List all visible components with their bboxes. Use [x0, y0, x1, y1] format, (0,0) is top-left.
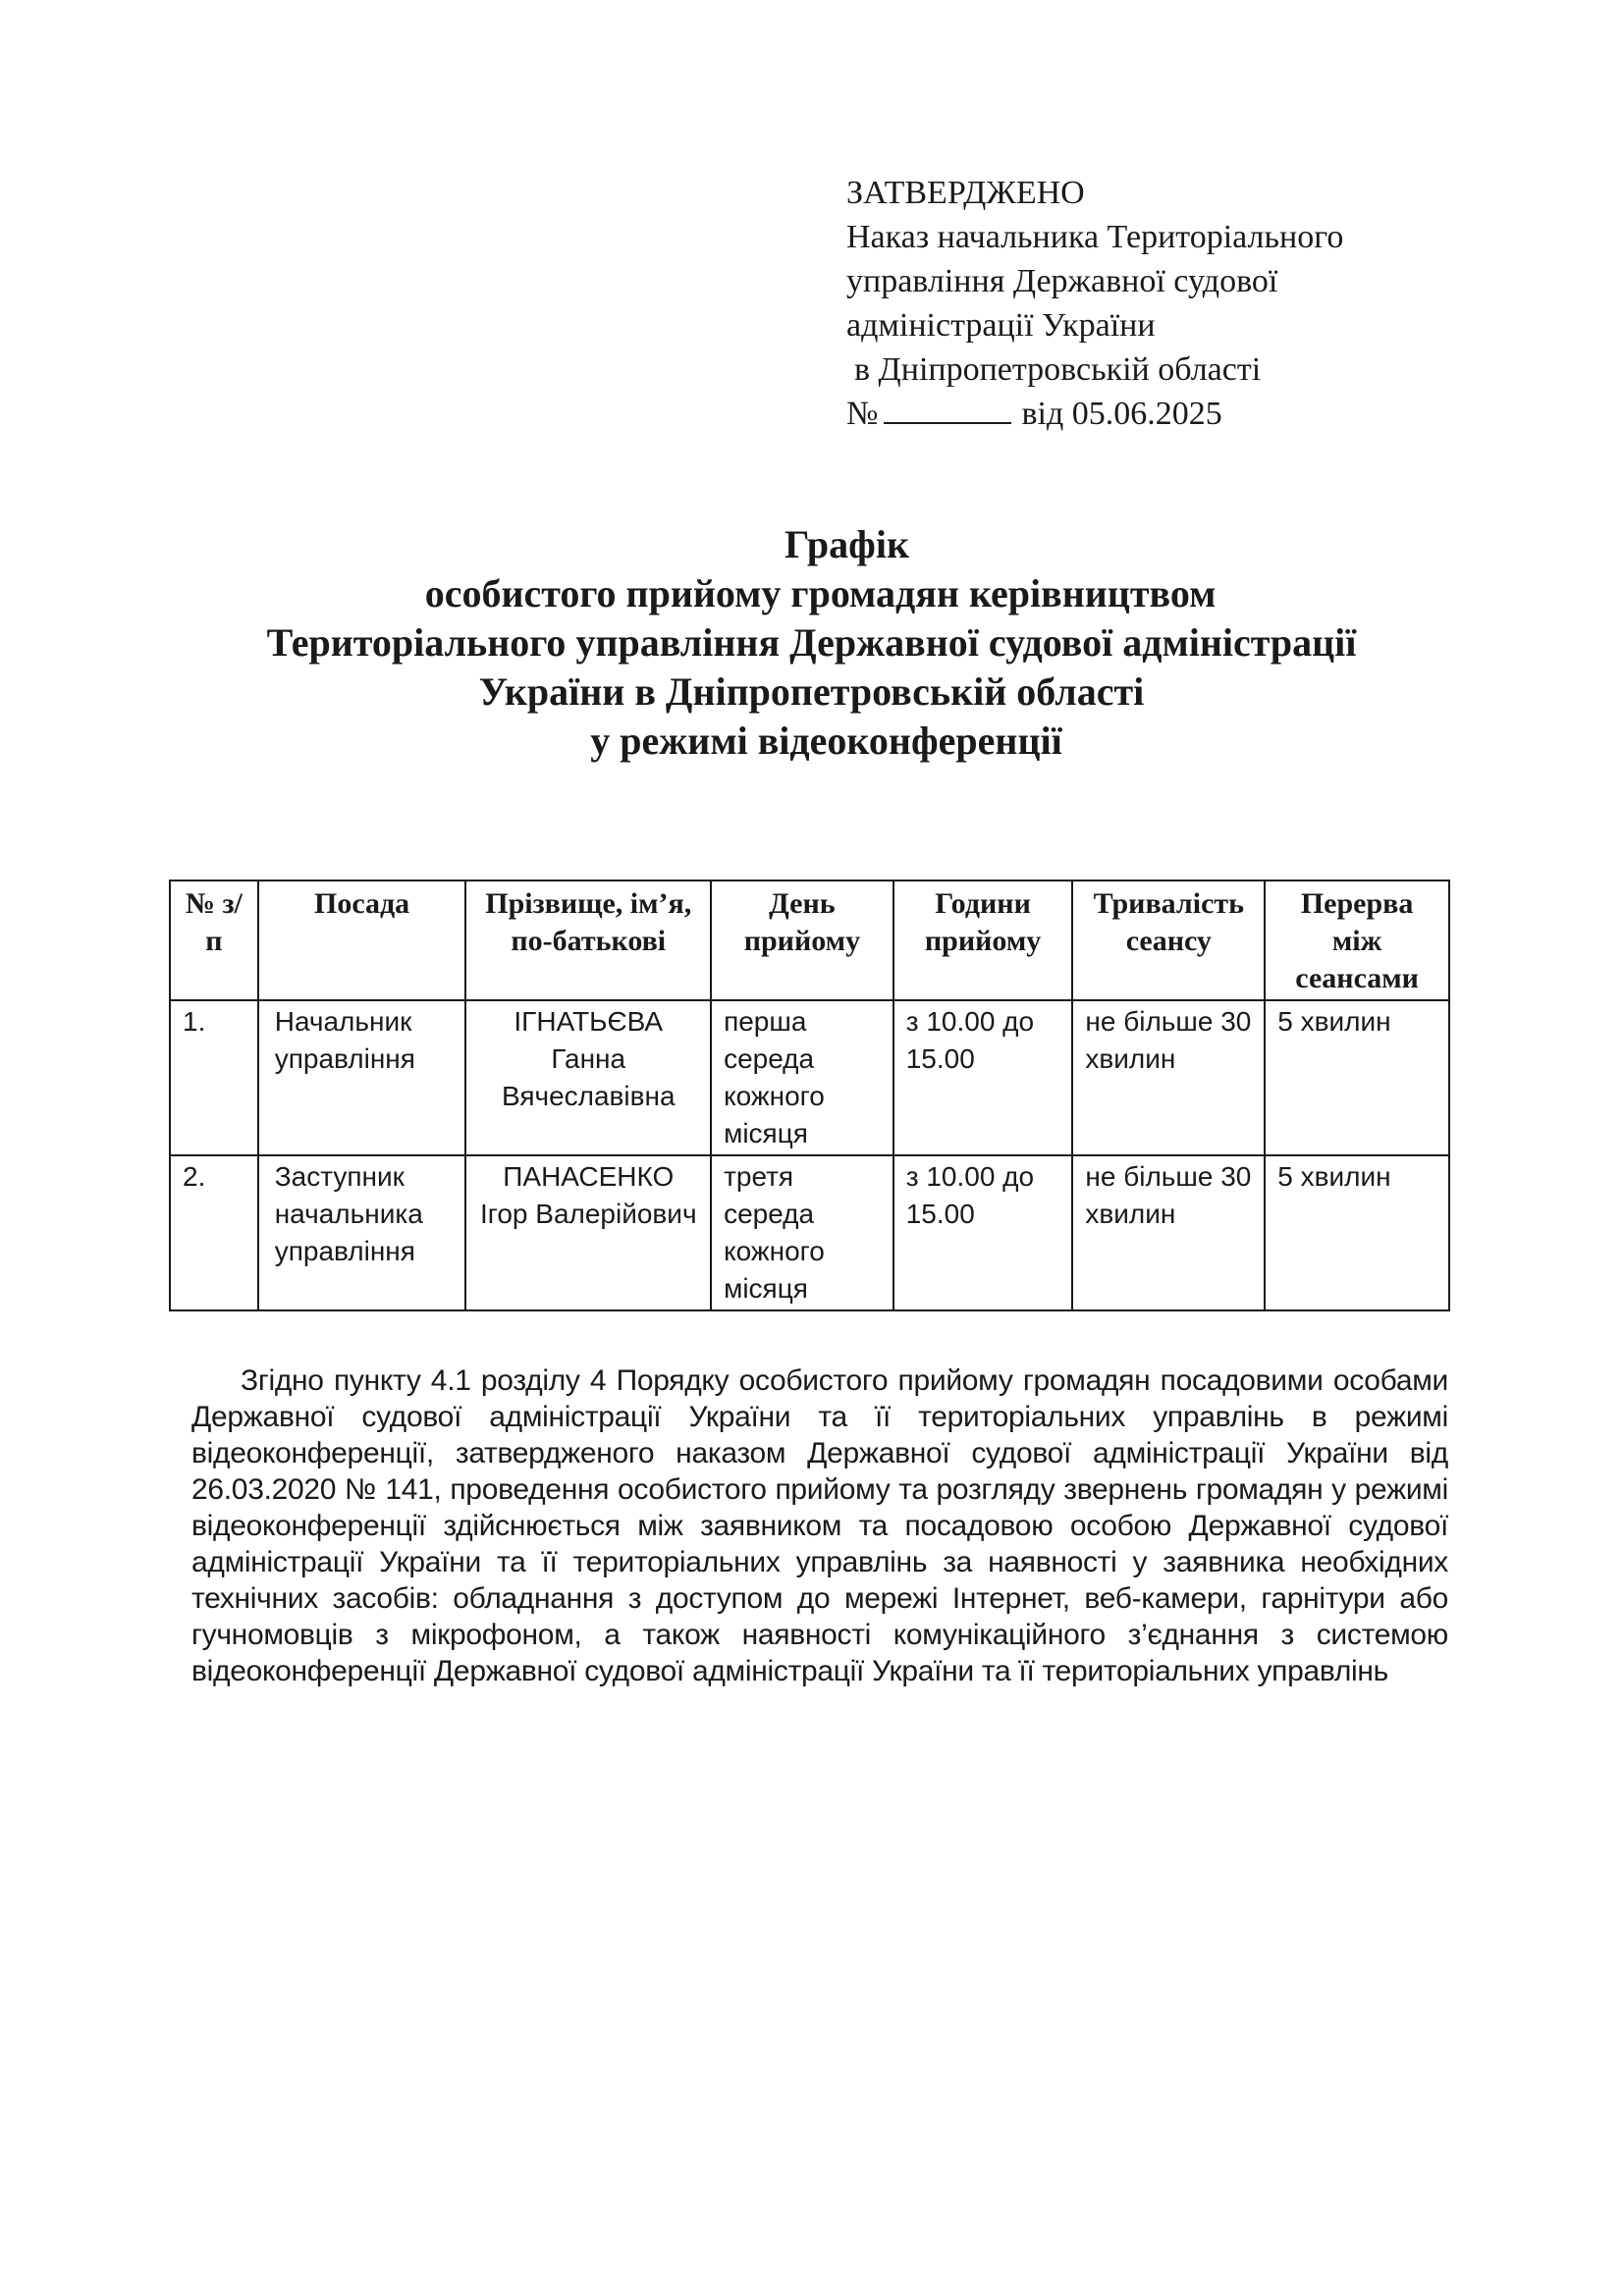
table-header-row — [170, 881, 1449, 1000]
row-num: 2. — [170, 1155, 258, 1310]
header-break: Перерва між сеансами — [1265, 881, 1449, 1000]
approval-line-4: в Дніпропетровській області — [854, 351, 1262, 388]
row-name: ПАНАСЕНКО Ігор Валерійович — [465, 1155, 711, 1310]
order-number-blank — [884, 393, 1011, 424]
approval-line-2: управління Державної судової — [846, 263, 1278, 299]
row-hours: з 10.00 до 15.00 — [893, 1000, 1073, 1155]
document-title — [0, 520, 1623, 766]
header-day: День прийому — [711, 881, 893, 1000]
row-break: 5 хвилин — [1265, 1000, 1449, 1155]
row-num: 1. — [170, 1000, 258, 1155]
title-line-1: Графік — [784, 522, 909, 566]
approved-label: ЗАТВЕРДЖЕНО — [846, 175, 1085, 211]
title-line-2: особистого прийому громадян керівництвом — [424, 571, 1217, 615]
row-duration: не більше 30 хвилин — [1072, 1000, 1265, 1155]
approval-stamp — [846, 171, 1343, 436]
row-name: ІГНАТЬЄВА Ганна Вячеславівна — [465, 1000, 711, 1155]
body-paragraph: Згідно пункту 4.1 розділу 4 Порядку особистого прийому громадян посадовими особами Державної судової адміністрації України та її територіальних управлінь в режимі відеоконференції, затвердженого наказом Державної судової адміністрації України від 26.03.2020 № 141, проведення особистого прийому та розгляду звернень громадян у режимі відеоконференції здійснюється між заявником та посадовою особою Державної судової адміністрації України та її територіальних управлінь за наявності у заявника необхідних технічних засобів: обладнання з доступом до мережі Інтернет, веб-камери, гарнітури або гучномовців з мікрофоном, а також наявності комунікаційного з’єднання з системою відеоконференції Державної судової адміністрації України та її територіальних управлінь — [191, 1364, 1448, 1687]
header-num: № з/п — [170, 881, 258, 1000]
title-line-4: України в Дніпропетровській області — [478, 669, 1145, 714]
title-line-3: Територіального управління Державної судової адміністрації — [266, 620, 1357, 665]
header-hours: Години прийому — [893, 881, 1073, 1000]
header-position: Посада — [258, 881, 466, 1000]
table-row — [170, 1000, 1449, 1155]
order-date: від 05.06.2025 — [1021, 396, 1222, 432]
title-line-5: у режимі відеоконференції — [590, 719, 1062, 763]
schedule-table — [169, 880, 1450, 1311]
row-position: Начальник управління — [258, 1000, 466, 1155]
row-day: перша середа кожного місяця — [711, 1000, 893, 1155]
row-day: третя середа кожного місяця — [711, 1155, 893, 1310]
approval-line-1: Наказ начальника Територіального — [846, 219, 1344, 255]
number-sign: № — [846, 396, 879, 432]
header-name: Прізвище, ім’я, по-батькові — [465, 881, 711, 1000]
order-number-line — [846, 392, 1343, 436]
row-break: 5 хвилин — [1265, 1155, 1449, 1310]
row-position: Заступник начальника управління — [258, 1155, 466, 1310]
row-duration: не більше 30 хвилин — [1072, 1155, 1265, 1310]
header-duration: Тривалість сеансу — [1072, 881, 1265, 1000]
row-hours: з 10.00 до 15.00 — [893, 1155, 1073, 1310]
table-row — [170, 1155, 1449, 1310]
approval-line-3: адміністрації України — [846, 307, 1156, 344]
